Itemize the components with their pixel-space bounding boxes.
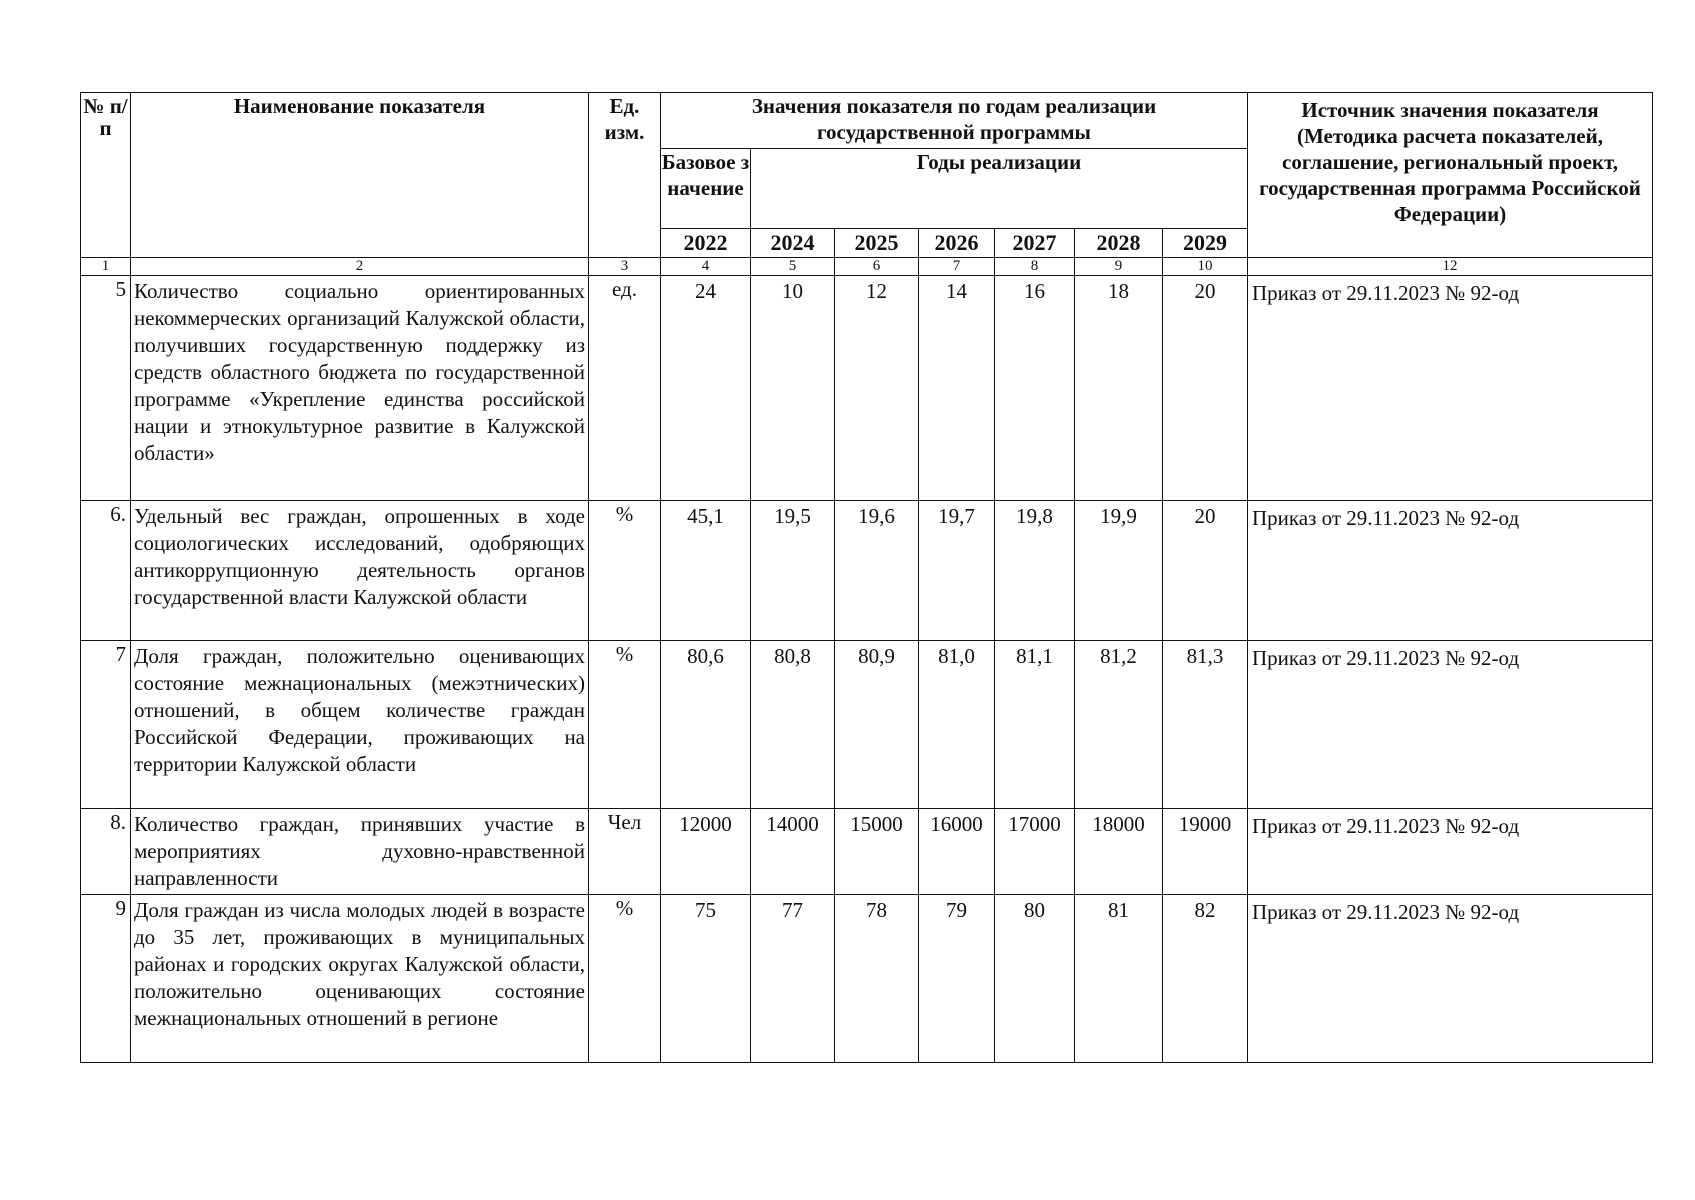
header-year: 2025 xyxy=(835,229,919,258)
table-row xyxy=(81,895,1653,1063)
column-number: 12 xyxy=(1248,258,1653,276)
row-value: 81 xyxy=(1075,895,1163,1063)
header-year: 2024 xyxy=(751,229,835,258)
row-value: 19,7 xyxy=(919,501,995,641)
header-year: 2026 xyxy=(919,229,995,258)
row-value: 19,6 xyxy=(835,501,919,641)
header-year: 2028 xyxy=(1075,229,1163,258)
table-row xyxy=(81,641,1653,809)
indicator-table xyxy=(80,92,1653,1063)
header-source: Источник значения показателя (Методика расчета показателей, соглашение, региональный проект, государственная программа Российской Федерации) xyxy=(1248,93,1653,258)
header-num: № п/п xyxy=(81,93,131,258)
row-source: Приказ от 29.11.2023 № 92-од xyxy=(1248,895,1653,1063)
row-value: 81,1 xyxy=(995,641,1075,809)
row-source: Приказ от 29.11.2023 № 92-од xyxy=(1248,501,1653,641)
row-value: 80 xyxy=(995,895,1075,1063)
row-unit: % xyxy=(589,501,661,641)
row-source: Приказ от 29.11.2023 № 92-од xyxy=(1248,641,1653,809)
row-value: 81,2 xyxy=(1075,641,1163,809)
row-value: 19,9 xyxy=(1075,501,1163,641)
row-base: 80,6 xyxy=(661,641,751,809)
column-number: 3 xyxy=(589,258,661,276)
header-year: 2027 xyxy=(995,229,1075,258)
row-name: Удельный вес граждан, опрошенных в ходе социологических исследований, одобряющих антикоррупционную деятельность органов государственной власти Калужской области xyxy=(131,501,589,641)
row-name: Количество граждан, принявших участие в мероприятиях духовно-нравственной направленности xyxy=(131,809,589,895)
header-year: 2029 xyxy=(1163,229,1248,258)
row-num: 8. xyxy=(81,809,131,895)
row-num: 7 xyxy=(81,641,131,809)
row-value: 19000 xyxy=(1163,809,1248,895)
column-number: 1 xyxy=(81,258,131,276)
row-unit: % xyxy=(589,641,661,809)
table-row xyxy=(81,809,1653,895)
row-name: Доля граждан, положительно оценивающих состояние межнациональных (межэтнических) отношений, в общем количестве граждан Российской Федерации, проживающих на территории Калужской области xyxy=(131,641,589,809)
table-row xyxy=(81,501,1653,641)
header-years-group: Годы реализации xyxy=(751,149,1248,229)
row-source: Приказ от 29.11.2023 № 92-од xyxy=(1248,809,1653,895)
row-name: Количество социально ориентированных некоммерческих организаций Калужской области, получивших государственную поддержку из средств областного бюджета по государственной программе «Укрепление единства российской нации и этнокультурное развитие в Калужской области» xyxy=(131,276,589,501)
row-value: 16000 xyxy=(919,809,995,895)
row-value: 80,8 xyxy=(751,641,835,809)
row-value: 80,9 xyxy=(835,641,919,809)
header-unit: Ед. изм. xyxy=(589,93,661,258)
row-value: 19,8 xyxy=(995,501,1075,641)
row-base: 24 xyxy=(661,276,751,501)
row-base: 45,1 xyxy=(661,501,751,641)
row-value: 78 xyxy=(835,895,919,1063)
row-value: 77 xyxy=(751,895,835,1063)
row-num: 5 xyxy=(81,276,131,501)
table-row xyxy=(81,276,1653,501)
row-source: Приказ от 29.11.2023 № 92-од xyxy=(1248,276,1653,501)
row-value: 19,5 xyxy=(751,501,835,641)
row-unit: % xyxy=(589,895,661,1063)
column-number: 7 xyxy=(919,258,995,276)
column-number: 4 xyxy=(661,258,751,276)
row-value: 14000 xyxy=(751,809,835,895)
row-value: 81,3 xyxy=(1163,641,1248,809)
row-base: 75 xyxy=(661,895,751,1063)
row-value: 81,0 xyxy=(919,641,995,809)
row-value: 10 xyxy=(751,276,835,501)
header-base-year: 2022 xyxy=(661,229,751,258)
row-value: 16 xyxy=(995,276,1075,501)
header-name: Наименование показателя xyxy=(131,93,589,258)
row-value: 82 xyxy=(1163,895,1248,1063)
row-value: 20 xyxy=(1163,501,1248,641)
row-value: 17000 xyxy=(995,809,1075,895)
column-number: 10 xyxy=(1163,258,1248,276)
row-base: 12000 xyxy=(661,809,751,895)
column-number: 5 xyxy=(751,258,835,276)
row-value: 12 xyxy=(835,276,919,501)
row-value: 18000 xyxy=(1075,809,1163,895)
row-value: 18 xyxy=(1075,276,1163,501)
row-name: Доля граждан из числа молодых людей в возрасте до 35 лет, проживающих в муниципальных районах и городских округах Калужской области, положительно оценивающих состояние межнациональных отношений в регионе xyxy=(131,895,589,1063)
column-number: 6 xyxy=(835,258,919,276)
row-value: 79 xyxy=(919,895,995,1063)
row-value: 15000 xyxy=(835,809,919,895)
header-base: Базовое значение xyxy=(661,149,751,229)
header-values-group: Значения показателя по годам реализации государственной программы xyxy=(661,93,1248,149)
row-num: 9 xyxy=(81,895,131,1063)
column-number: 2 xyxy=(131,258,589,276)
indicator-table-page xyxy=(80,92,1653,1063)
row-unit: Чел xyxy=(589,809,661,895)
row-value: 20 xyxy=(1163,276,1248,501)
row-num: 6. xyxy=(81,501,131,641)
column-number: 8 xyxy=(995,258,1075,276)
column-number-row xyxy=(81,258,1653,276)
column-number: 9 xyxy=(1075,258,1163,276)
row-unit: ед. xyxy=(589,276,661,501)
row-value: 14 xyxy=(919,276,995,501)
